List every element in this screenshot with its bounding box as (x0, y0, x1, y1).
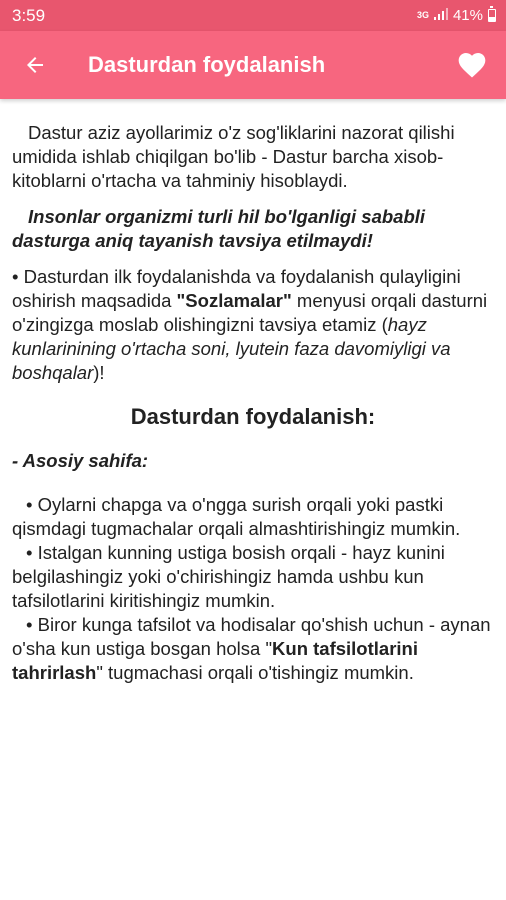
settings-paragraph (12, 265, 494, 385)
settings-examples: hayz kunlarinining o'rtacha soni, lyutein faza davomiyligi va boshqalar (12, 314, 451, 383)
page-title: Dasturdan foydalanish (88, 52, 326, 77)
list-item (12, 613, 494, 685)
edit-day-details-name: Kun tafsilotlarini tahrirlash (12, 638, 418, 683)
status-time: 3:59 (12, 5, 46, 25)
item3-text-after: " tugmachasi orqali o'tishingiz mumkin. (96, 662, 414, 683)
settings-menu-name: "Sozlamalar" (176, 290, 292, 311)
list-item: • Istalgan kunning ustiga bosish orqali - hayz kunini belgilashingiz yoki o'chirishingiz hamda ushbu kun tafsilotlarini kiritishingiz mumkin. (12, 542, 445, 611)
signal-icon (434, 7, 448, 24)
app-bar (0, 31, 506, 99)
arrow-left-icon (23, 53, 47, 77)
warning-paragraph: Insonlar organizmi turli hil bo'lganligi sababli dasturga aniq tayanish tavsiya etilmaydi! (12, 206, 426, 251)
settings-text-before: • Dasturdan ilk foydalanishda va foydalanish qulayligini oshirish maqsadida (12, 266, 461, 311)
main-page-subheading: - Asosiy sahifa: (12, 450, 149, 471)
settings-text-middle: menyusi orqali dasturni o'zingizga moslab olishingizni tavsiya etamiz ( (12, 290, 488, 335)
status-icons (417, 7, 496, 24)
settings-text-after: )! (93, 362, 105, 383)
item3-text-before: • Biror kunga tafsilot va hodisalar qo'shish uchun - aynan o'sha kun ustiga bosgan holsa " (12, 614, 491, 659)
back-button[interactable] (22, 52, 48, 78)
instructions-content (0, 99, 506, 685)
intro-paragraph: Dastur aziz ayollarimiz o'z sog'liklarini nazorat qilishi umidida ishlab chiqilgan bo'lib - Dastur barcha xisob-kitoblarni o'rtacha va tahminiy hisoblaydi. (12, 122, 455, 191)
battery-icon (488, 9, 496, 22)
network-type-label: 3G (416, 10, 429, 20)
heart-icon (455, 49, 489, 81)
list-item: • Oylarni chapga va o'ngga surish orqali yoki pastki qismdagi tugmachalar orqali almashtirishingiz mumkin. (12, 494, 461, 539)
favorite-button[interactable] (454, 47, 490, 83)
status-bar (0, 0, 506, 31)
battery-percent: 41% (452, 7, 483, 24)
section-heading: Dasturdan foydalanish: (130, 404, 376, 429)
